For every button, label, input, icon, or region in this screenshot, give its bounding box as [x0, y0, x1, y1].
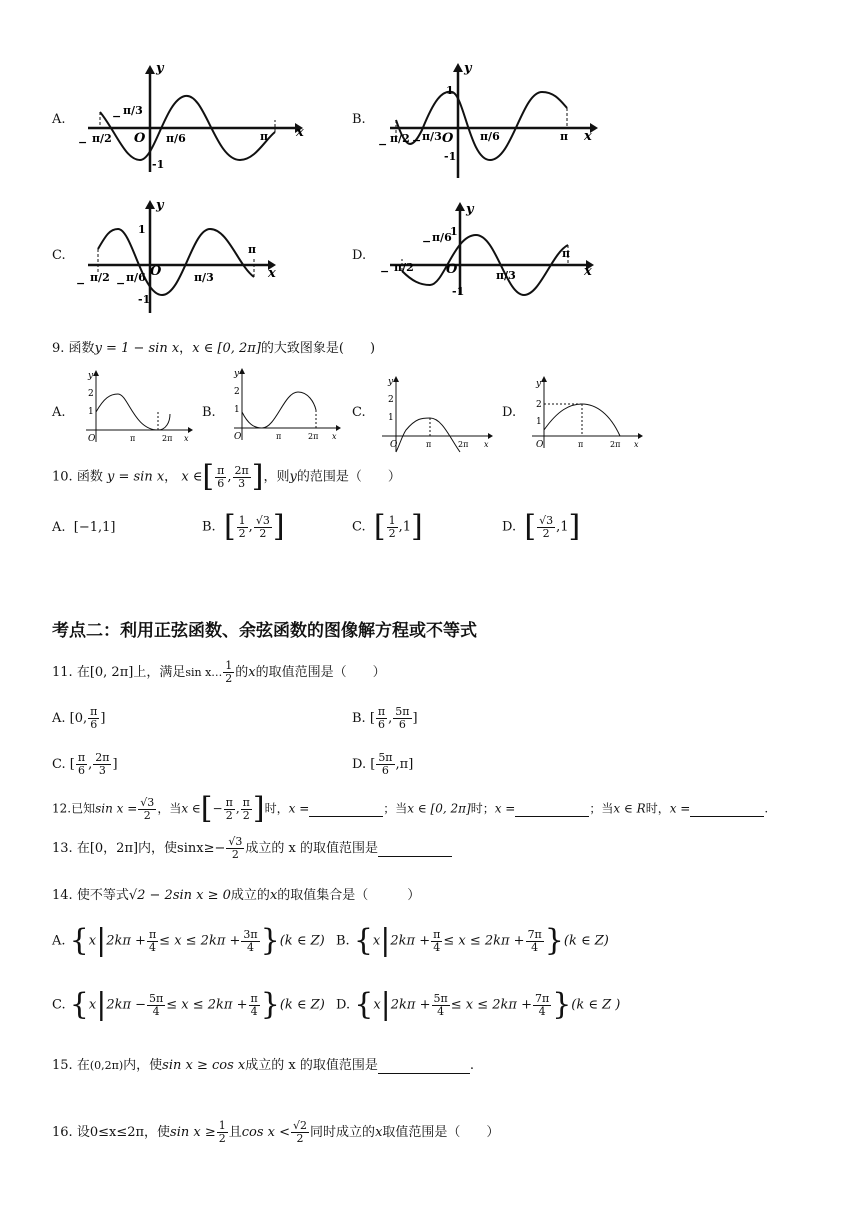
svg-text:π/2: π/2: [90, 271, 110, 284]
svg-text:−: −: [412, 134, 422, 147]
svg-text:2: 2: [88, 389, 94, 399]
section-title: 考点二：利用正弦函数、余弦函数的图像解方程或不等式: [52, 621, 477, 641]
svg-text:1: 1: [446, 84, 454, 97]
q8-option-d-label[interactable]: D.: [352, 248, 367, 263]
q8-option-a-graph[interactable]: [70, 60, 310, 180]
svg-text:−: −: [378, 138, 388, 151]
question-10: 10. 函数 y = sin x， x ∈[ $\frac{\pi}{6}$ , $\frac{2\pi}{3}$ ]，则y的范围是（ ）: [52, 459, 401, 494]
question-13: 13. 在[0，2π]内，使sinx≥− $\frac{√3}{2}$ 成立的 x 的取值范围是: [52, 836, 452, 861]
q8a-neg1: -1: [152, 158, 165, 171]
svg-text:−: −: [76, 277, 86, 290]
question-12: 12.已知sin x = $\frac{√3}{2}$ ，当x ∈[− $\frac{\pi}{2}$ , $\frac{\pi}{2}$ ]时，x = ；当x ∈ [0, 2π]时；x = ；当x ∈ R时，x = .: [52, 791, 769, 826]
q8a-pi-6: π/6: [166, 132, 186, 145]
svg-text:x: x: [268, 266, 276, 281]
svg-text:π/3: π/3: [422, 130, 442, 143]
q9-option-b-graph[interactable]: [226, 366, 346, 446]
q11-option-d[interactable]: D. [ $\frac{5\pi}{6}$ ,π]: [352, 751, 414, 777]
q10-option-b[interactable]: B. [ $\frac{1}{2}$ , $\frac{√3}{2}$ ]: [202, 509, 285, 544]
svg-text:O: O: [88, 434, 96, 444]
svg-text:π/3: π/3: [194, 271, 214, 284]
question-14: 14. 使不等式√2 − 2sin x ≥ 0成立的x的取值集合是（ ）: [52, 888, 421, 903]
svg-text:−: −: [112, 110, 122, 123]
svg-text:y: y: [156, 198, 164, 213]
q8a-y-label: y: [156, 61, 164, 76]
svg-text:x: x: [484, 440, 489, 449]
q11-option-a[interactable]: A. [0, $\frac{\pi}{6}$ ]: [52, 705, 106, 731]
q12-blank-2[interactable]: [515, 802, 589, 817]
svg-text:π/6: π/6: [432, 231, 452, 244]
q13-blank[interactable]: [378, 841, 452, 857]
svg-text:x: x: [584, 129, 592, 144]
svg-text:-1: -1: [138, 293, 151, 306]
q11-option-c[interactable]: C. [ $\frac{\pi}{6}$ , $\frac{2\pi}{3}$ ]: [52, 751, 118, 777]
svg-text:y: y: [464, 61, 472, 76]
svg-text:x: x: [184, 434, 189, 443]
svg-text:1: 1: [388, 413, 394, 423]
svg-text:O: O: [390, 440, 398, 450]
svg-text:π: π: [560, 130, 569, 143]
q8-option-c-graph[interactable]: [70, 195, 310, 315]
svg-text:-1: -1: [444, 150, 457, 163]
svg-text:x: x: [634, 440, 639, 449]
question-9: 9. 函数y = 1 − sin x，x ∈ [0, 2π]的大致图象是( ): [52, 341, 376, 356]
svg-text:π: π: [578, 440, 584, 449]
svg-text:y: y: [536, 379, 542, 389]
svg-text:−: −: [380, 265, 390, 278]
svg-text:1: 1: [536, 417, 542, 427]
svg-text:π: π: [426, 440, 432, 449]
q9-option-d-graph[interactable]: [528, 374, 648, 454]
svg-text:−: −: [422, 235, 432, 248]
q9-option-a-label[interactable]: A.: [52, 405, 66, 420]
svg-text:y: y: [388, 377, 394, 387]
svg-text:-1: -1: [452, 285, 465, 298]
q14-option-d[interactable]: D. {x|2kπ + $\frac{5\pi}{4}$ ≤ x ≤ 2kπ + $\frac{7\pi}{4}$ }(k ∈ Z ): [336, 987, 621, 1022]
q10-option-a[interactable]: A. [−1,1]: [52, 520, 116, 535]
svg-text:1: 1: [88, 407, 94, 417]
svg-text:O: O: [446, 262, 458, 277]
q8a-x-label: x: [296, 125, 304, 140]
q12-blank-3[interactable]: [690, 802, 764, 817]
q8-option-b-graph[interactable]: [372, 60, 612, 180]
q9-option-c-label[interactable]: C.: [352, 405, 366, 420]
q9-option-d-label[interactable]: D.: [502, 405, 517, 420]
svg-text:y: y: [466, 202, 474, 217]
q8a-pi: π: [260, 130, 269, 143]
svg-text:π/6: π/6: [126, 271, 146, 284]
q9-option-c-graph[interactable]: [378, 374, 498, 454]
svg-text:2: 2: [234, 387, 240, 397]
q14-option-a[interactable]: A. {x|2kπ + $\frac{\pi}{4}$ ≤ x ≤ 2kπ + $\frac{3\pi}{4}$ }(k ∈ Z): [52, 923, 325, 958]
q11-option-b[interactable]: B. [ $\frac{\pi}{6}$ , $\frac{5\pi}{6}$ ]: [352, 705, 418, 731]
q14-option-b[interactable]: B. {x|2kπ + $\frac{\pi}{4}$ ≤ x ≤ 2kπ + $\frac{7\pi}{4}$ }(k ∈ Z): [336, 923, 609, 958]
q8-option-c-label[interactable]: C.: [52, 248, 66, 263]
svg-text:1: 1: [234, 405, 240, 415]
svg-text:π: π: [248, 243, 257, 256]
svg-text:O: O: [536, 440, 544, 450]
q12-blank-1[interactable]: [309, 802, 383, 817]
svg-text:2: 2: [388, 395, 394, 405]
q10-option-d[interactable]: D. [ $\frac{√3}{2}$ ,1]: [502, 509, 581, 544]
q14-option-c[interactable]: C. {x|2kπ − $\frac{5\pi}{4}$ ≤ x ≤ 2kπ + $\frac{\pi}{4}$ }(k ∈ Z): [52, 987, 325, 1022]
question-15: 15. 在(0,2π)内，使sin x ≥ cos x成立的 x 的取值范围是 .: [52, 1058, 474, 1073]
q8a-origin: O: [134, 131, 146, 146]
svg-text:2π: 2π: [308, 432, 319, 441]
svg-text:2π: 2π: [162, 434, 173, 443]
svg-text:2: 2: [536, 400, 542, 410]
svg-text:π/2: π/2: [390, 132, 410, 145]
svg-text:y: y: [234, 369, 240, 379]
svg-text:O: O: [150, 264, 162, 279]
q8-option-d-graph[interactable]: [372, 195, 612, 315]
svg-text:1: 1: [450, 225, 458, 238]
question-11: 11. 在[0, 2π]上，满足sin x… $\frac{1}{2}$ 的x的取值范围是（ ）: [52, 659, 386, 685]
q9-option-b-label[interactable]: B.: [202, 405, 216, 420]
q8-option-b-label[interactable]: B.: [352, 112, 366, 127]
svg-text:1: 1: [138, 223, 146, 236]
svg-text:2π: 2π: [458, 440, 469, 449]
svg-text:−: −: [78, 136, 88, 149]
svg-text:y: y: [88, 371, 94, 381]
q8a-neg-pi-3: π/3: [123, 104, 143, 117]
svg-text:O: O: [442, 131, 454, 146]
svg-text:π: π: [562, 247, 571, 260]
svg-text:O: O: [234, 432, 242, 442]
svg-text:π/3: π/3: [496, 269, 516, 282]
svg-text:π/6: π/6: [480, 130, 500, 143]
svg-text:π/2: π/2: [394, 261, 414, 274]
question-16: 16. 设0≤x≤2π，使sin x ≥ $\frac{1}{2}$ 且cos x < $\frac{√2}{2}$ 同时成立的x取值范围是（ ）: [52, 1119, 500, 1145]
q15-blank[interactable]: [378, 1058, 470, 1074]
svg-text:π: π: [276, 432, 282, 441]
svg-text:2π: 2π: [610, 440, 621, 449]
q9-option-a-graph[interactable]: [78, 368, 198, 448]
q8-option-a-label[interactable]: A.: [52, 112, 66, 127]
q10-option-c[interactable]: C. [ $\frac{1}{2}$ ,1]: [352, 509, 423, 544]
svg-text:x: x: [332, 432, 337, 441]
svg-text:x: x: [584, 264, 592, 279]
svg-text:−: −: [116, 277, 126, 290]
svg-text:π: π: [130, 434, 136, 443]
q8a-neg-pi-2: π/2: [92, 132, 112, 145]
